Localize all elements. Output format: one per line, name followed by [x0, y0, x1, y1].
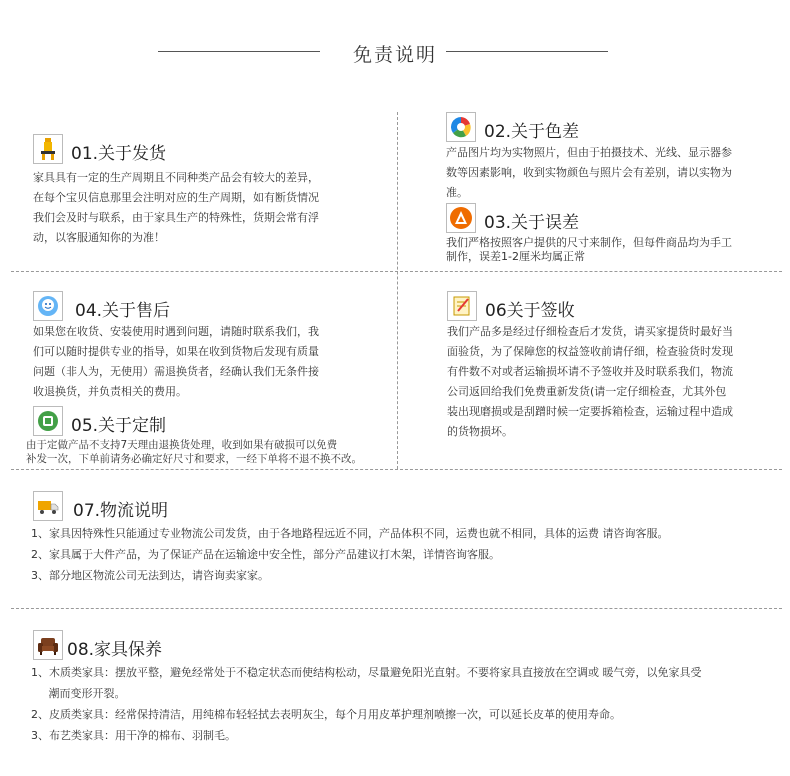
section-measurement-error: [446, 203, 781, 264]
support-icon: [33, 291, 63, 321]
body-line: 由于定做产品不支持7天理由退换货处理，收到如果有破损可以免费: [26, 439, 338, 451]
body-line: 制作，误差1-2厘米均属正常: [446, 250, 585, 263]
body-line: 产品图片均为实物照片，但由于拍摄技术、光线、显示器参: [446, 146, 732, 159]
list-item: 1、木质类家具：摆放平整，避免经常处于不稳定状态而使结构松动，尽量避免阳光直射。不要将家具直接放在空调或 暖气旁，以免家具受: [31, 666, 702, 679]
body-line: 面验货，为了保障您的权益签收前请仔细，检查验货时发现: [447, 345, 733, 358]
list-item: 1、家具因特殊性只能通过专业物流公司发货，由于各地路程远近不同，产品体积不同，运费也就不相同，具体的运费 请咨询客服。: [31, 527, 669, 540]
customize-icon: [33, 406, 63, 436]
body-line: 问题（非人为，无使用）需退换货者，经确认我们无条件接: [33, 365, 319, 378]
vertical-divider: [397, 112, 398, 469]
truck-icon: [33, 491, 63, 521]
worker-icon: [33, 134, 63, 164]
list-item: 3、布艺类家具：用干净的棉布、羽制毛。: [31, 729, 236, 742]
body-line: 有件数不对或者运输损坏请不予签收并及时联系我们，物流: [447, 365, 733, 378]
body-line: 我们会及时与联系，由于家具生产的特殊性，货期会常有浮: [33, 211, 319, 224]
body-line: 准。: [446, 186, 468, 199]
section-shipping: [33, 134, 388, 248]
section-logistics: [33, 491, 778, 586]
ruler-triangle-icon: [446, 203, 476, 233]
body-line: 动，以客服通知你的为准！: [33, 231, 165, 244]
signature-icon: [447, 291, 477, 321]
section-color-difference: [446, 112, 781, 203]
section-title: 07.物流说明: [73, 501, 169, 521]
section-after-sales: [33, 291, 388, 402]
section-signing: [447, 291, 782, 442]
body-line: 数等因素影响，收到实物颜色与照片会有差别，请以实物为: [446, 166, 732, 179]
list-item: 2、皮质类家具：经常保持清洁，用纯棉布轻轻拭去表明灰尘，每个月用皮革护理剂喷擦一次，可以延长皮革的使用寿命。: [31, 708, 621, 721]
section-title: 02.关于色差: [484, 122, 580, 142]
section-title: 05.关于定制: [71, 416, 167, 436]
list-item: 潮而变形开裂。: [31, 687, 126, 700]
body-line: 收退换货，并负责相关的费用。: [33, 385, 187, 398]
section-customization: [26, 406, 395, 466]
body-line: 的货物损坏。: [447, 425, 513, 438]
sofa-icon: [33, 630, 63, 660]
body-line: 我们产品多是经过仔细检查后才发货，请买家提货时最好当: [447, 325, 733, 338]
body-line: 公司返回给我们免费重新发货(请一定仔细检查，尤其外包: [447, 385, 727, 398]
section-title: 03.关于误差: [484, 213, 580, 233]
divider-1: [11, 271, 782, 272]
section-title: 06关于签收: [485, 301, 575, 321]
list-item: 2、家具属于大件产品，为了保证产品在运输途中安全性，部分产品建议打木架，详情咨询客服。: [31, 548, 500, 561]
body-line: 我们严格按照客户提供的尺寸来制作，但每件商品均为手工: [446, 236, 732, 249]
body-line: 装出现磨损或是刮蹭时候一定要拆箱检查，运输过程中造成: [447, 405, 733, 418]
section-title: 04.关于售后: [75, 301, 171, 321]
body-line: 们可以随时提供专业的指导，如果在收到货物后发现有质量: [33, 345, 319, 358]
list-item: 3、部分地区物流公司无法到达，请咨询卖家家。: [31, 569, 269, 582]
page-title: 免责说明: [352, 44, 437, 66]
body-line: 在每个宝贝信息那里会注明对应的生产周期，如有断货情况: [33, 191, 319, 204]
body-line: 补发一次，下单前请务必确定好尺寸和要求，一经下单将不退不换不改。: [26, 453, 362, 465]
section-title: 08.家具保养: [67, 640, 163, 660]
body-line: 如果您在收货、安装使用时遇到问题，请随时联系我们，我: [33, 325, 319, 338]
section-title: 01.关于发货: [71, 144, 167, 164]
divider-2: [11, 469, 782, 470]
divider-3: [11, 608, 782, 609]
color-wheel-icon: [446, 112, 476, 142]
section-furniture-care: [33, 630, 783, 746]
body-line: 家具具有一定的生产周期且不同种类产品会有较大的差异，: [33, 171, 319, 184]
